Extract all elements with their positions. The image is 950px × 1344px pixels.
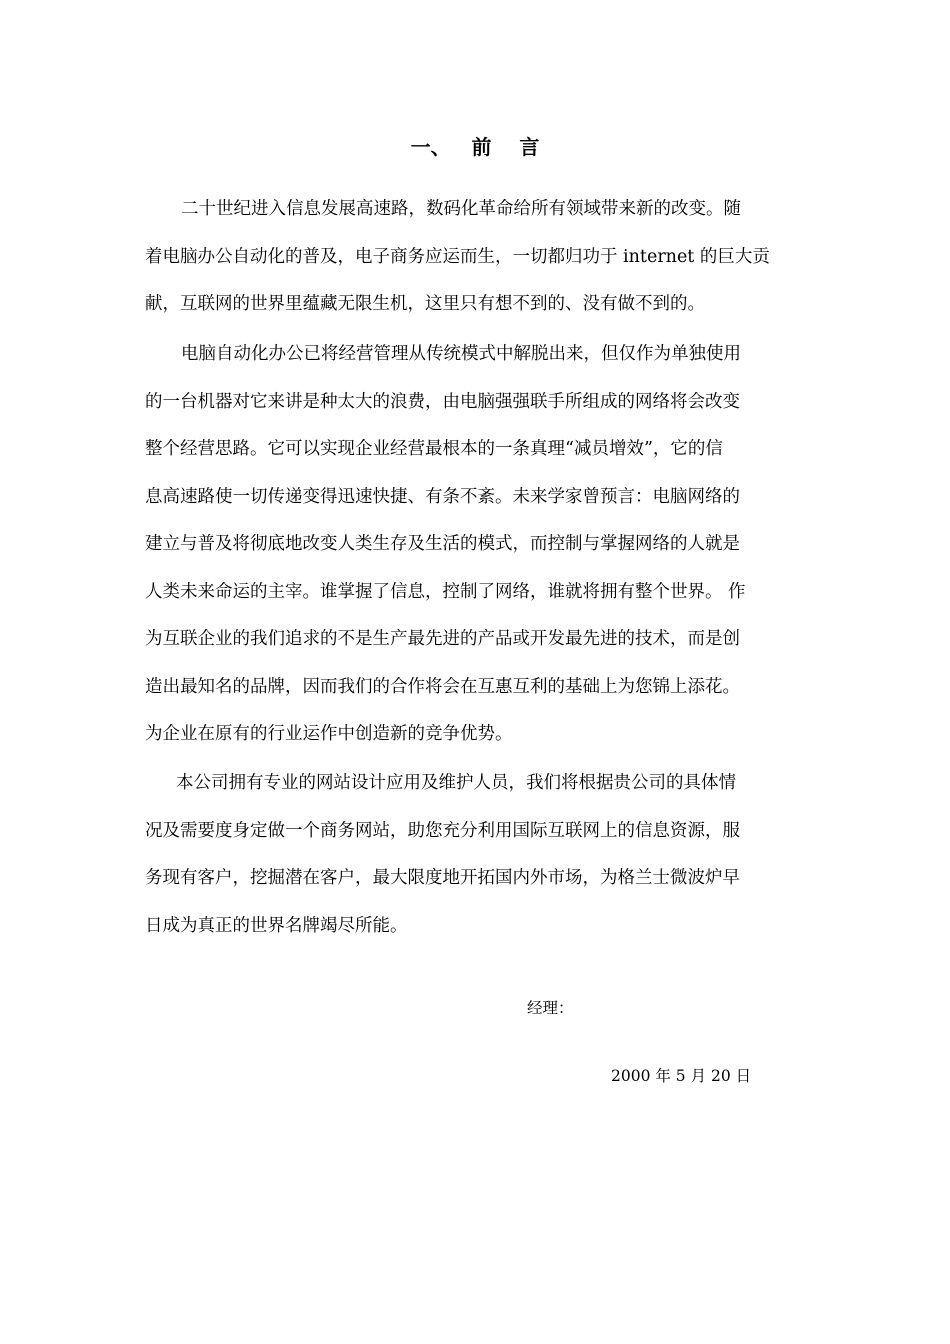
manager-signature-label: 经理： — [527, 999, 574, 1017]
paragraph-line: 整个经营思路。它可以实现企业经营最根本的一条真理“减员增效”，它的信 — [145, 439, 723, 459]
paragraph-line: 为企业在原有的行业运作中创造新的竞争优势。 — [145, 724, 513, 744]
paragraph-line: 电脑自动化办公已将经营管理从传统模式中解脱出来，但仅作为单独使用 — [181, 344, 741, 364]
paragraph-office-automation — [145, 331, 809, 759]
paragraph-line: 况及需要度身定做一个商务网站，助您充分利用国际互联网上的信息资源，服 — [145, 820, 740, 841]
section-heading: 一、 前 言 — [410, 135, 540, 159]
paragraph-company-services — [145, 760, 809, 950]
document-date: 2000 年 5 月 20 日 — [611, 1067, 752, 1085]
paragraph-line: 的一台机器对它来讲是种太大的浪费，由电脑强强联手所组成的网络将会改变 — [145, 391, 740, 412]
paragraph-line: 建立与普及将彻底地改变人类生存及生活的模式，而控制与掌握网络的人就是 — [145, 534, 740, 554]
paragraph-line: 务现有客户，挖掘潜在客户，最大限度地开拓国内外市场，为格兰士微波炉早 — [145, 868, 740, 888]
paragraph-line: 日成为真正的世界名牌竭尽所能。 — [145, 915, 408, 936]
paragraph-line: 造出最知名的品牌，因而我们的合作将会在互惠互利的基础上为您锦上添花。 — [145, 676, 740, 697]
paragraph-line: 本公司拥有专业的网站设计应用及维护人员，我们将根据贵公司的具体情 — [176, 773, 736, 793]
paragraph-intro — [145, 186, 809, 329]
paragraph-line: 为互联企业的我们追求的不是生产最先进的产品或开发最先进的技术，而是创 — [145, 629, 740, 649]
paragraph-line: 二十世纪进入信息发展高速路，数码化革命给所有领域带来新的改变。随 — [181, 199, 741, 219]
paragraph-line: 人类未来命运的主宰。谁掌握了信息，控制了网络，谁就将拥有整个世界。 作 — [145, 581, 746, 602]
paragraph-line: 着电脑办公自动化的普及，电子商务应运而生，一切都归功于 internet 的巨大贡 — [145, 246, 770, 267]
paragraph-line: 献，互联网的世界里蕴藏无限生机，这里只有想不到的、没有做不到的。 — [145, 294, 705, 314]
paragraph-line: 息高速路使一切传递变得迅速快捷、有条不紊。未来学家曾预言：电脑网络的 — [145, 486, 740, 507]
